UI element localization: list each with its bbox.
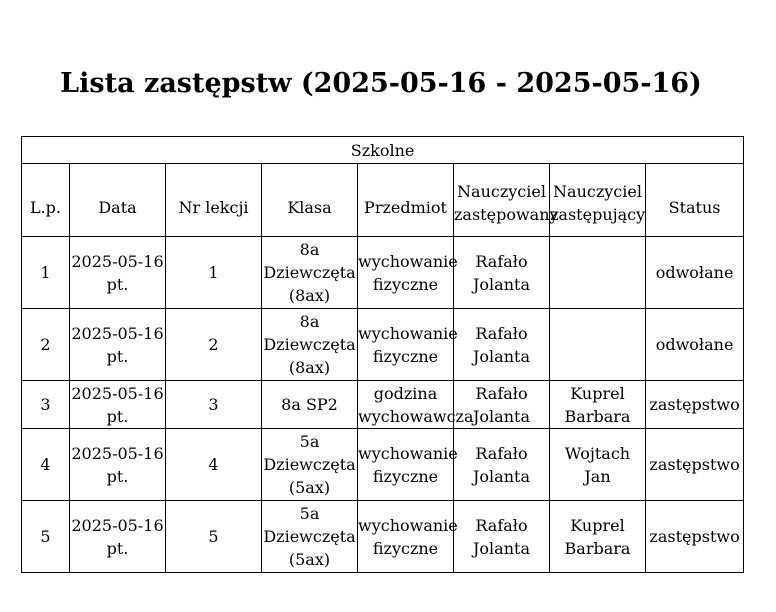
header-label — [166, 182, 261, 219]
header-col-class — [262, 164, 358, 237]
cell-line: fizyczne — [372, 466, 439, 486]
cell-status: odwołane — [646, 309, 744, 381]
cell-line: godzina — [373, 383, 438, 403]
cell-line: (8ax) — [288, 286, 331, 305]
cell-absent-teacher — [454, 429, 550, 501]
cell-status: odwołane — [646, 237, 744, 309]
cell-line: 2025-05-16 — [71, 443, 164, 463]
cell-class — [262, 429, 358, 501]
cell-lesson: 1 — [166, 237, 262, 309]
cell-line: 2025-05-16 — [71, 383, 164, 403]
table-column-headers — [22, 164, 744, 237]
cell-line: wychowawcza — [358, 406, 474, 426]
cell-line: Rafało — [475, 251, 528, 271]
table-row — [22, 309, 744, 381]
cell-line: (5ax) — [288, 550, 331, 569]
cell-line: Rafało — [475, 323, 528, 343]
cell-line: pt. — [106, 346, 129, 366]
cell-line: (8ax) — [288, 358, 331, 377]
cell-subject — [358, 429, 458, 501]
header-label — [646, 182, 743, 219]
cell-lp: 2 — [22, 309, 70, 381]
cell-absent-teacher — [454, 501, 550, 573]
cell-line: Rafało — [475, 515, 528, 535]
cell-line: zastępowany — [454, 205, 559, 224]
cell-line: L.p. — [29, 197, 62, 217]
cell-line: wychowanie — [358, 251, 458, 271]
cell-line: 5a — [299, 504, 320, 523]
cell-line: 8a SP2 — [281, 395, 338, 414]
cell-status: zastępstwo — [646, 501, 744, 573]
cell-line: Klasa — [287, 197, 332, 217]
table-row — [22, 237, 744, 309]
cell-date — [70, 381, 166, 429]
cell-lp: 5 — [22, 501, 70, 573]
cell-line: Dziewczęta — [263, 263, 356, 282]
table-body — [22, 237, 744, 573]
cell-line: Barbara — [564, 538, 631, 558]
header-label — [262, 182, 357, 219]
cell-lp: 4 — [22, 429, 70, 501]
cell-line: wychowanie — [358, 443, 458, 463]
cell-line: Barbara — [564, 406, 631, 426]
cell-line: 2025-05-16 — [71, 323, 164, 343]
cell-line: Nauczyciel — [457, 182, 546, 201]
cell-class — [262, 309, 358, 381]
cell-lesson: 3 — [166, 381, 262, 429]
cell-line: Data — [98, 197, 137, 217]
header-col-status — [646, 164, 744, 237]
cell-line: 8a — [299, 240, 320, 259]
cell-line: 2025-05-16 — [71, 251, 164, 271]
cell-line: 2025-05-16 — [71, 515, 164, 535]
header-label — [358, 182, 453, 219]
header-col-subject — [358, 164, 454, 237]
header-col-lesson — [166, 164, 262, 237]
cell-line: Przedmiot — [364, 197, 447, 217]
cell-line: Jan — [584, 466, 611, 486]
cell-lesson: 5 — [166, 501, 262, 573]
header-col-substitute-teacher — [550, 164, 646, 237]
cell-line: fizyczne — [372, 274, 439, 294]
cell-substitute-teacher — [550, 381, 646, 429]
header-col-date — [70, 164, 166, 237]
cell-line: Jolanta — [473, 406, 530, 426]
cell-line: Nr lekcji — [178, 197, 249, 217]
cell-date — [70, 501, 166, 573]
cell-line: Rafało — [475, 443, 528, 463]
cell-lesson: 4 — [166, 429, 262, 501]
cell-substitute-teacher — [550, 237, 646, 309]
cell-status: zastępstwo — [646, 381, 744, 429]
header-label — [454, 174, 559, 226]
cell-line: fizyczne — [372, 346, 439, 366]
cell-line: Status — [668, 197, 721, 217]
cell-line: zastępujący — [550, 205, 646, 224]
cell-subject — [358, 309, 458, 381]
cell-class — [262, 237, 358, 309]
table-row — [22, 429, 744, 501]
header-label — [550, 174, 645, 226]
cell-line: Dziewczęta — [263, 527, 356, 546]
cell-line: 5a — [299, 432, 320, 451]
cell-line: Dziewczęta — [263, 335, 356, 354]
cell-class — [262, 501, 358, 573]
cell-line: Kuprel — [570, 515, 625, 535]
cell-substitute-teacher — [550, 429, 646, 501]
cell-line: Kuprel — [570, 383, 625, 403]
cell-subject — [358, 237, 458, 309]
cell-line: fizyczne — [372, 538, 439, 558]
header-col-lp — [22, 164, 70, 237]
cell-absent-teacher — [454, 309, 550, 381]
cell-date — [70, 429, 166, 501]
cell-line: 8a — [299, 312, 320, 331]
cell-line: pt. — [106, 538, 129, 558]
substitutions-table — [21, 136, 744, 573]
header-label — [22, 182, 69, 219]
cell-status: zastępstwo — [646, 429, 744, 501]
cell-class — [262, 381, 358, 429]
table-row — [22, 501, 744, 573]
cell-subject — [358, 381, 474, 429]
cell-line: pt. — [106, 406, 129, 426]
cell-line: Jolanta — [473, 346, 530, 366]
cell-line: Jolanta — [473, 466, 530, 486]
cell-line: (5ax) — [288, 478, 331, 497]
header-label — [70, 182, 165, 219]
table-group-header: Szkolne — [22, 137, 744, 164]
header-col-absent-teacher — [454, 164, 559, 237]
cell-lp: 1 — [22, 237, 70, 309]
cell-line: pt. — [106, 466, 129, 486]
cell-line: wychowanie — [358, 323, 458, 343]
cell-lp: 3 — [22, 381, 70, 429]
cell-line: Rafało — [475, 383, 528, 403]
cell-line: Nauczyciel — [553, 182, 642, 201]
cell-line: Jolanta — [473, 538, 530, 558]
cell-substitute-teacher — [550, 309, 646, 381]
cell-lesson: 2 — [166, 309, 262, 381]
table-row — [22, 381, 744, 429]
cell-line: pt. — [106, 274, 129, 294]
page-title: Lista zastępstw (2025-05-16 - 2025-05-16) — [60, 68, 702, 99]
cell-line: Jolanta — [473, 274, 530, 294]
cell-absent-teacher — [454, 237, 550, 309]
cell-date — [70, 237, 166, 309]
cell-subject — [358, 501, 458, 573]
cell-date — [70, 309, 166, 381]
cell-line: Wojtach — [564, 443, 631, 463]
cell-line: Dziewczęta — [263, 455, 356, 474]
cell-substitute-teacher — [550, 501, 646, 573]
cell-line: wychowanie — [358, 515, 458, 535]
